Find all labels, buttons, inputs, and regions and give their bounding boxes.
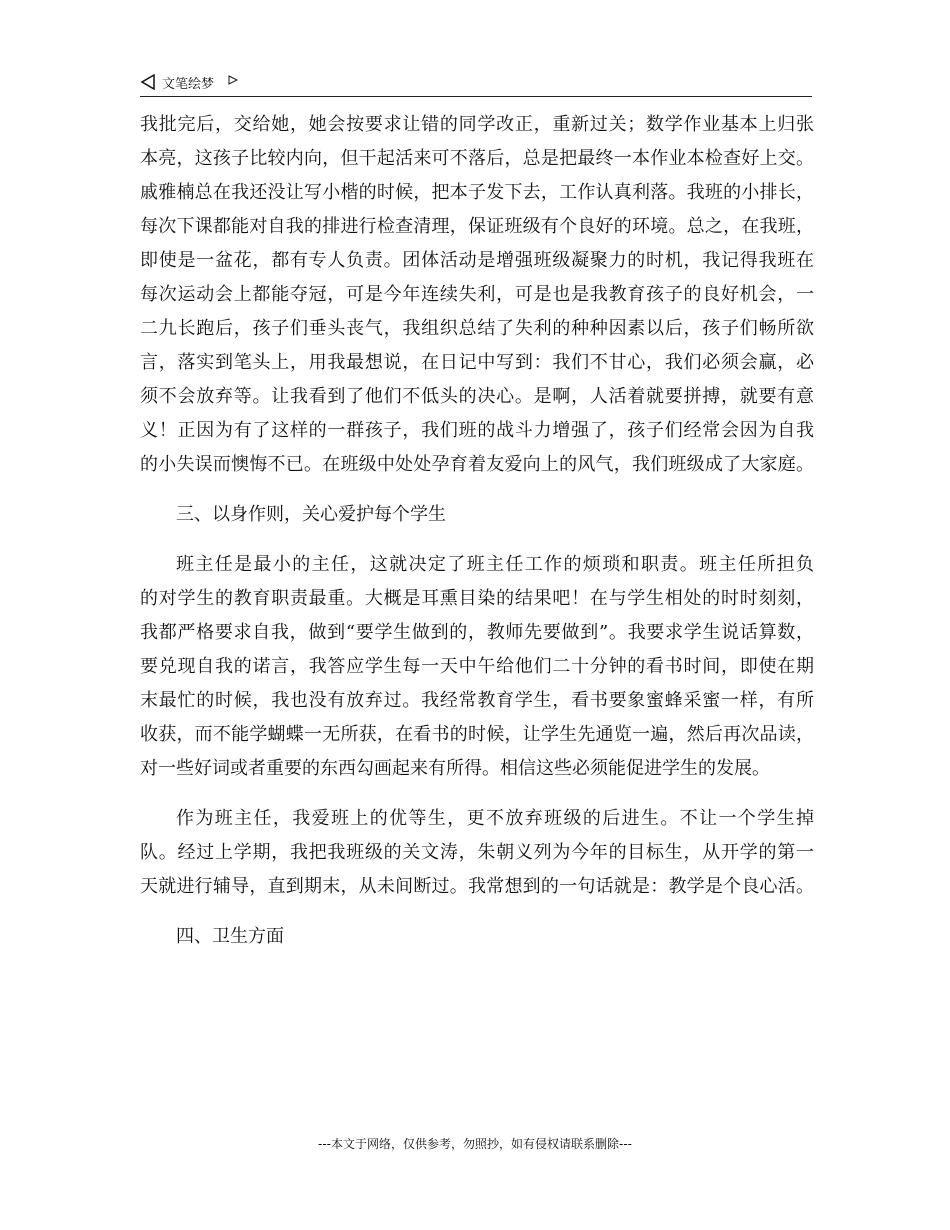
- text-line: 的小失误而懊悔不已。在班级中处处孕育着友爱向上的风气，我们班级成了大家庭。: [140, 454, 814, 475]
- section-heading: 三、以身作则，关心爱护每个学生: [176, 504, 446, 525]
- section-heading: 四、卫生方面: [176, 926, 284, 947]
- text-line: 收获，而不能学蝴蝶一无所获，在看书的时候，让学生先通览一遍，然后再次品读，: [140, 724, 814, 745]
- text-line: 队。经过上学期，我把我班级的关文涛，朱朝义列为今年的目标生，从开学的第一: [140, 842, 814, 863]
- caret-left-outline-icon: [140, 74, 156, 90]
- text-line: 作为班主任，我爱班上的优等生，更不放弃班级的后进生。不让一个学生掉: [176, 808, 814, 829]
- text-line: 对一些好词或者重要的东西勾画起来有所得。相信这些必须能促进学生的发展。: [140, 758, 770, 779]
- text-line: 每次运动会上都能夺冠，可是今年连续失利，可是也是我教育孩子的良好机会，一: [140, 284, 814, 305]
- page-header: [140, 72, 812, 97]
- text-line: 要兑现自我的诺言，我答应学生每一天中午给他们二十分钟的看书时间，即使在期: [140, 656, 814, 677]
- text-line: 言，落实到笔头上，用我最想说，在日记中写到：我们不甘心，我们必须会赢，必: [140, 352, 814, 373]
- text-line: 天就进行辅导，直到期末，从未间断过。我常想到的一句话就是：教学是个良心活。: [140, 876, 814, 897]
- caret-right-small-icon: [228, 75, 238, 85]
- text-line: 我批完后，交给她，她会按要求让错的同学改正，重新过关；数学作业基本上归张: [140, 114, 814, 135]
- text-line: 即使是一盆花，都有专人负责。团体活动是增强班级凝聚力的时机，我记得我班在: [140, 250, 814, 271]
- header-title: 文笔绘梦: [162, 77, 215, 92]
- document-body: [140, 108, 814, 954]
- text-line: 每次下课都能对自我的排进行检查清理，保证班级有个良好的环境。总之，在我班，: [140, 216, 814, 237]
- text-line: 班主任是最小的主任，这就决定了班主任工作的烦琐和职责。班主任所担负: [176, 554, 814, 575]
- text-line: 须不会放弃等。让我看到了他们不低头的决心。是啊，人活着就要拼搏，就要有意: [140, 386, 814, 407]
- text-line: 的对学生的教育职责最重。大概是耳熏目染的结果吧！在与学生相处的时时刻刻，: [140, 588, 814, 609]
- text-line: 本亮，这孩子比较内向，但干起活来可不落后，总是把最终一本作业本检查好上交。: [140, 148, 814, 169]
- text-line: 义！正因为有了这样的一群孩子，我们班的战斗力增强了，孩子们经常会因为自我: [140, 420, 814, 441]
- text-line: 末最忙的时候，我也没有放弃过。我经常教育学生，看书要象蜜蜂采蜜一样，有所: [140, 690, 814, 711]
- text-line: 我都严格要求自我，做到“要学生做到的，教师先要做到”。我要求学生说话算数，: [140, 622, 814, 643]
- text-line: 戚雅楠总在我还没让写小楷的时候，把本子发下去，工作认真利落。我班的小排长，: [140, 182, 814, 203]
- text-line: 二九长跑后，孩子们垂头丧气，我组织总结了失利的种种因素以后，孩子们畅所欲: [140, 318, 814, 339]
- footer-disclaimer: ---本文于网络，仅供参考，勿照抄，如有侵权请联系删除---: [318, 1137, 632, 1151]
